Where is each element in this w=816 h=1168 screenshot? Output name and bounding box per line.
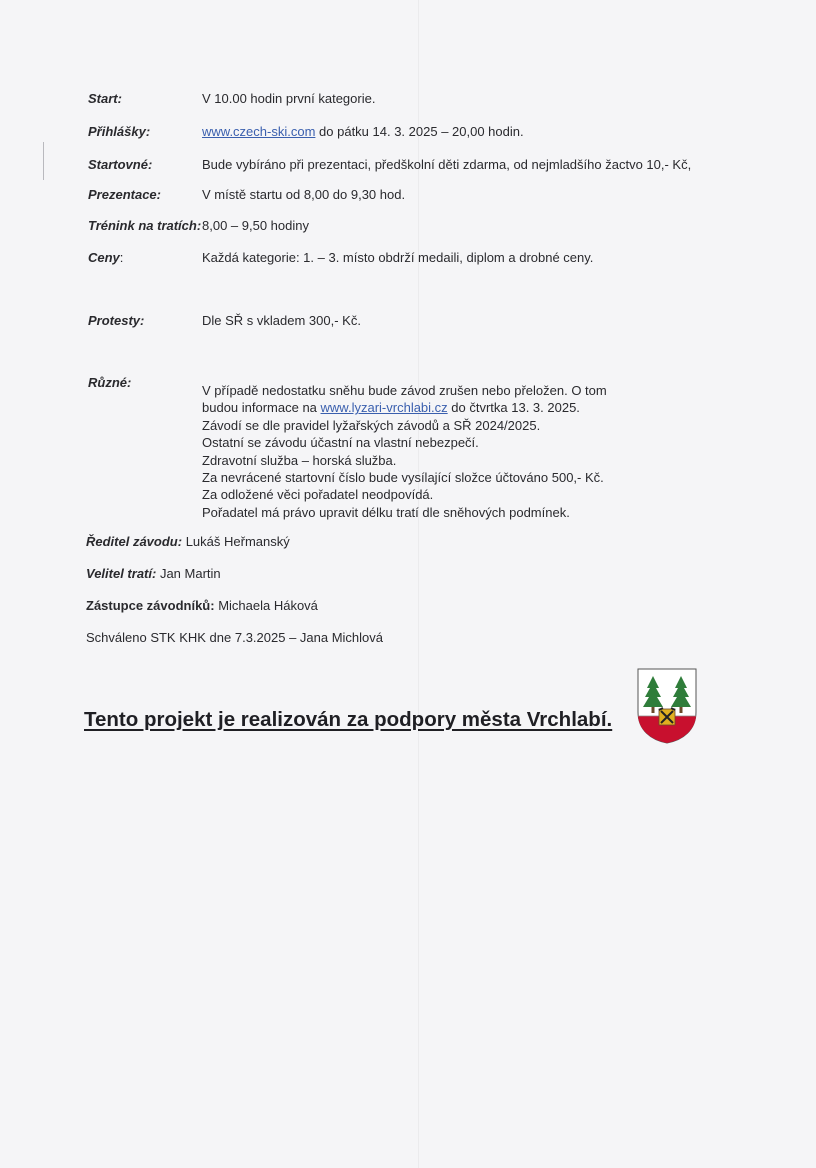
zastupce-value: Michaela Háková — [214, 598, 318, 613]
ruzne-line-2-post: do čtvrtka 13. 3. 2025. — [447, 400, 580, 416]
support-banner: Tento projekt je realizován za podpory města Vrchlabí. — [84, 708, 613, 731]
zastupce-label: Zástupce závodníků: — [86, 598, 215, 613]
ruzne-line-3: Závodí se dle pravidel lyžařských závodů a SŘ 2024/2025. — [202, 417, 541, 433]
ruzne-line-1: V případě nedostatku sněhu bude závod zrušen nebo přeložen. O tom — [202, 383, 607, 398]
ceny-label — [88, 250, 123, 266]
vrchlabi-coat-of-arms-icon — [637, 668, 697, 744]
ruzne-block — [202, 382, 607, 521]
ruzne-line-5: Zdravotní služba – horská služba. — [202, 452, 397, 468]
prezentace-label: Prezentace: — [88, 187, 161, 202]
start-label: Start: — [88, 91, 122, 106]
row-velitel — [86, 566, 221, 582]
ruzne-line-6: Za nevrácené startovní číslo bude vysílající složce účtováno 500,- Kč. — [202, 470, 604, 486]
lyzari-link[interactable]: www.lyzari-vrchlabi.cz — [320, 400, 448, 416]
ruzne-line-2 — [202, 399, 607, 416]
startovne-value: Bude vybíráno při prezentaci, předškolní děti zdarma, od nejmladšího žactvo 10,- Kč, — [202, 157, 692, 172]
prihlasky-text: do pátku 14. 3. 2025 – 20,00 hodin. — [315, 124, 524, 139]
schvaleno-text: Schváleno STK KHK dne 7.3.2025 – Jana Michlová — [86, 630, 384, 645]
ruzne-line-4: Ostatní se závodu účastní na vlastní nebezpečí. — [202, 435, 479, 451]
prezentace-value: V místě startu od 8,00 do 9,30 hod. — [202, 187, 406, 202]
prihlasky-label: Přihlášky: — [88, 124, 151, 139]
ceny-label-text: Ceny — [88, 250, 120, 265]
ruzne-label: Různé: — [88, 375, 132, 390]
ruzne-line-7: Za odložené věci pořadatel neodpovídá. — [202, 487, 434, 503]
startovne-label: Startovné: — [88, 157, 153, 172]
protesty-label: Protesty: — [88, 313, 145, 328]
reditel-value: Lukáš Heřmanský — [182, 534, 290, 549]
czech-ski-link[interactable]: www.czech-ski.com — [202, 124, 316, 139]
trenink-value: 8,00 – 9,50 hodiny — [202, 218, 309, 233]
reditel-label: Ředitel závodu: — [86, 534, 183, 549]
ceny-value: Každá kategorie: 1. – 3. místo obdrží medaili, diplom a drobné ceny. — [202, 250, 594, 265]
protesty-value: Dle SŘ s vkladem 300,- Kč. — [202, 313, 361, 328]
start-value: V 10.00 hodin první kategorie. — [202, 91, 376, 106]
velitel-label: Velitel tratí: — [86, 566, 157, 581]
ruzne-line-2-pre: budou informace na — [202, 400, 321, 416]
velitel-value: Jan Martin — [156, 566, 221, 581]
row-schvaleno — [86, 630, 383, 646]
margin-mark — [43, 142, 44, 180]
page-fold — [418, 0, 419, 1168]
row-zastupce — [86, 598, 318, 614]
trenink-label: Trénink na tratích: — [88, 218, 202, 233]
prihlasky-value — [202, 124, 524, 140]
row-reditel — [86, 534, 290, 550]
ruzne-line-8: Pořadatel má právo upravit délku tratí dle sněhových podmínek. — [202, 504, 570, 520]
ceny-colon: : — [119, 250, 124, 265]
